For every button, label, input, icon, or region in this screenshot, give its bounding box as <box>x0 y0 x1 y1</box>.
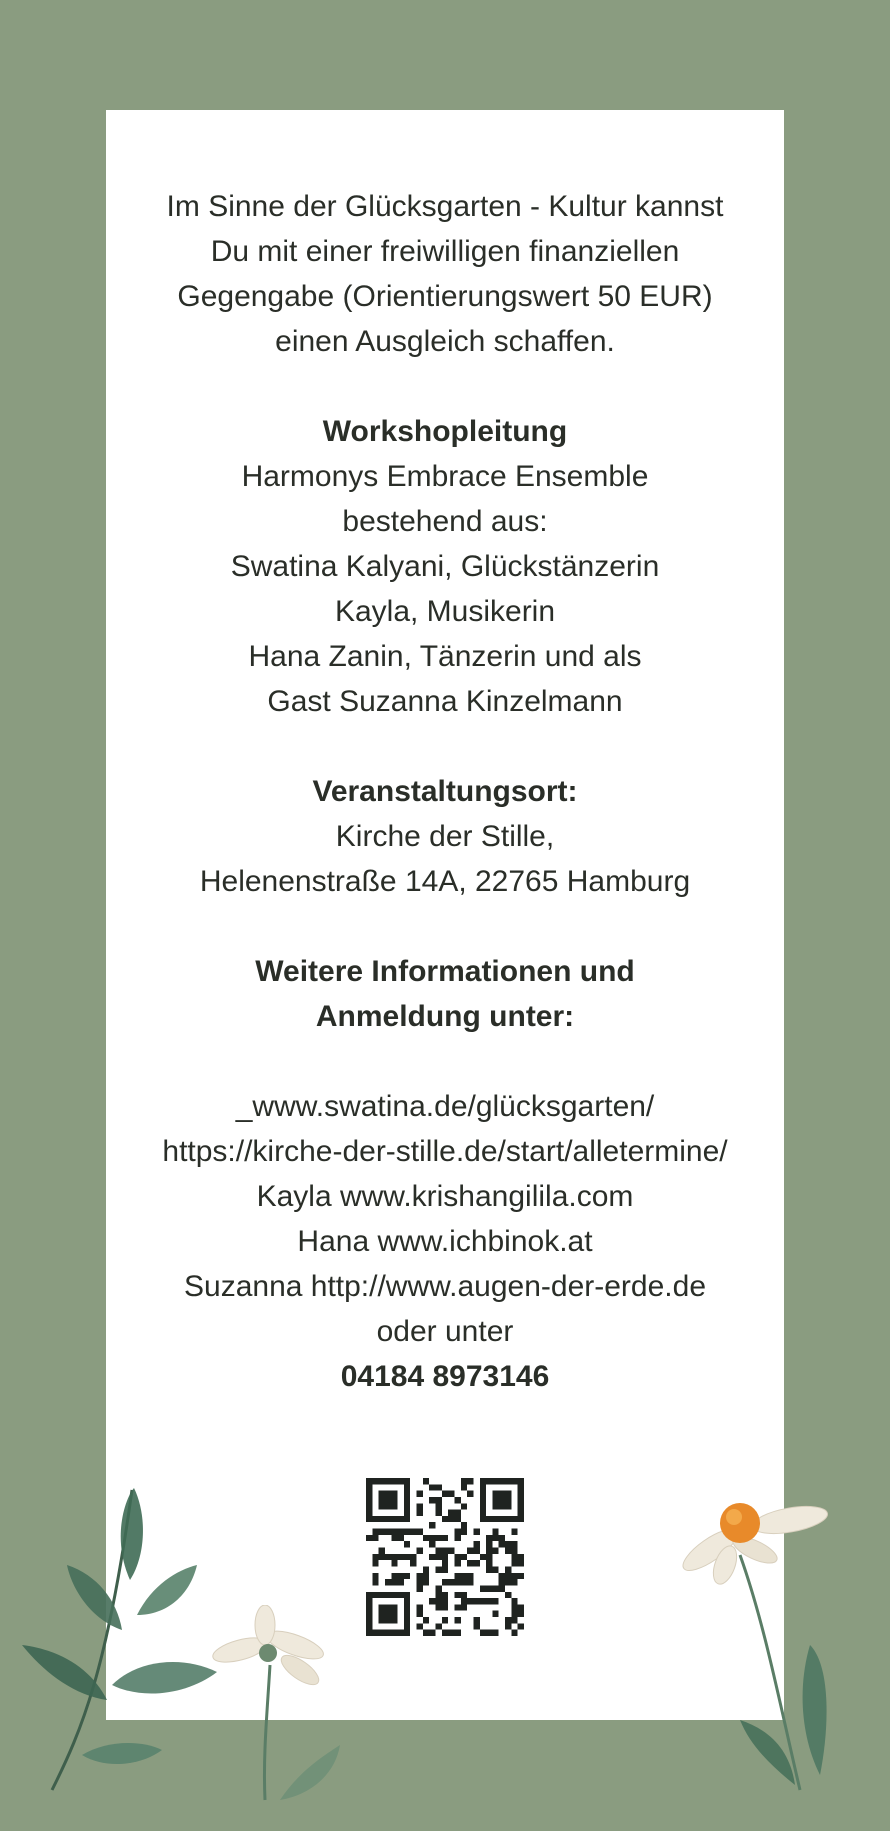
venue-line: Kirche der Stille, <box>335 820 555 853</box>
info-link[interactable]: _www.swatina.de/glücksgarten/ <box>235 1090 655 1123</box>
spacer <box>106 724 784 769</box>
info-link[interactable]: Hana www.ichbinok.at <box>297 1225 593 1258</box>
intro-line: Im Sinne der Glücksgarten - Kultur kannst <box>166 190 724 223</box>
spacer <box>106 1039 784 1084</box>
info-link[interactable]: Suzanna http://www.augen-der-erde.de <box>184 1270 706 1303</box>
venue-line: Helenenstraße 14A, 22765 Hamburg <box>199 865 691 898</box>
workshop-heading: Workshopleitung <box>322 415 568 448</box>
leaf-branch-icon <box>12 1480 222 1800</box>
intro-line: einen Ausgleich schaffen. <box>275 325 615 358</box>
flyer-text <box>106 184 784 1399</box>
spacer <box>106 904 784 949</box>
qr-code-icon[interactable] <box>366 1478 524 1636</box>
phone-number: 04184 8973146 <box>340 1360 550 1393</box>
workshop-line: Harmonys Embrace Ensemble <box>241 460 649 493</box>
spacer <box>106 364 784 409</box>
daisy-flower-icon <box>205 1605 345 1805</box>
intro-line: Du mit einer freiwilligen finanziellen <box>210 235 680 268</box>
venue-heading: Veranstaltungsort: <box>312 775 578 808</box>
intro-line: Gegengabe (Orientierungswert 50 EUR) <box>177 280 713 313</box>
workshop-line: Kayla, Musikerin <box>334 595 556 628</box>
workshop-line: bestehend aus: <box>342 505 548 538</box>
or-text: oder unter <box>376 1315 514 1348</box>
workshop-line: Hana Zanin, Tänzerin und als <box>248 640 642 673</box>
workshop-line: Gast Suzanna Kinzelmann <box>267 685 623 718</box>
info-heading: Anmeldung unter: <box>315 1000 575 1033</box>
info-link[interactable]: Kayla www.krishangilila.com <box>256 1180 634 1213</box>
daisy-flower-icon <box>670 1495 845 1795</box>
info-heading: Weitere Informationen und <box>255 955 635 988</box>
info-link[interactable]: https://kirche-der-stille.de/start/alletermine/ <box>162 1135 728 1168</box>
flyer-card <box>106 110 784 1720</box>
workshop-line: Swatina Kalyani, Glückstänzerin <box>230 550 660 583</box>
